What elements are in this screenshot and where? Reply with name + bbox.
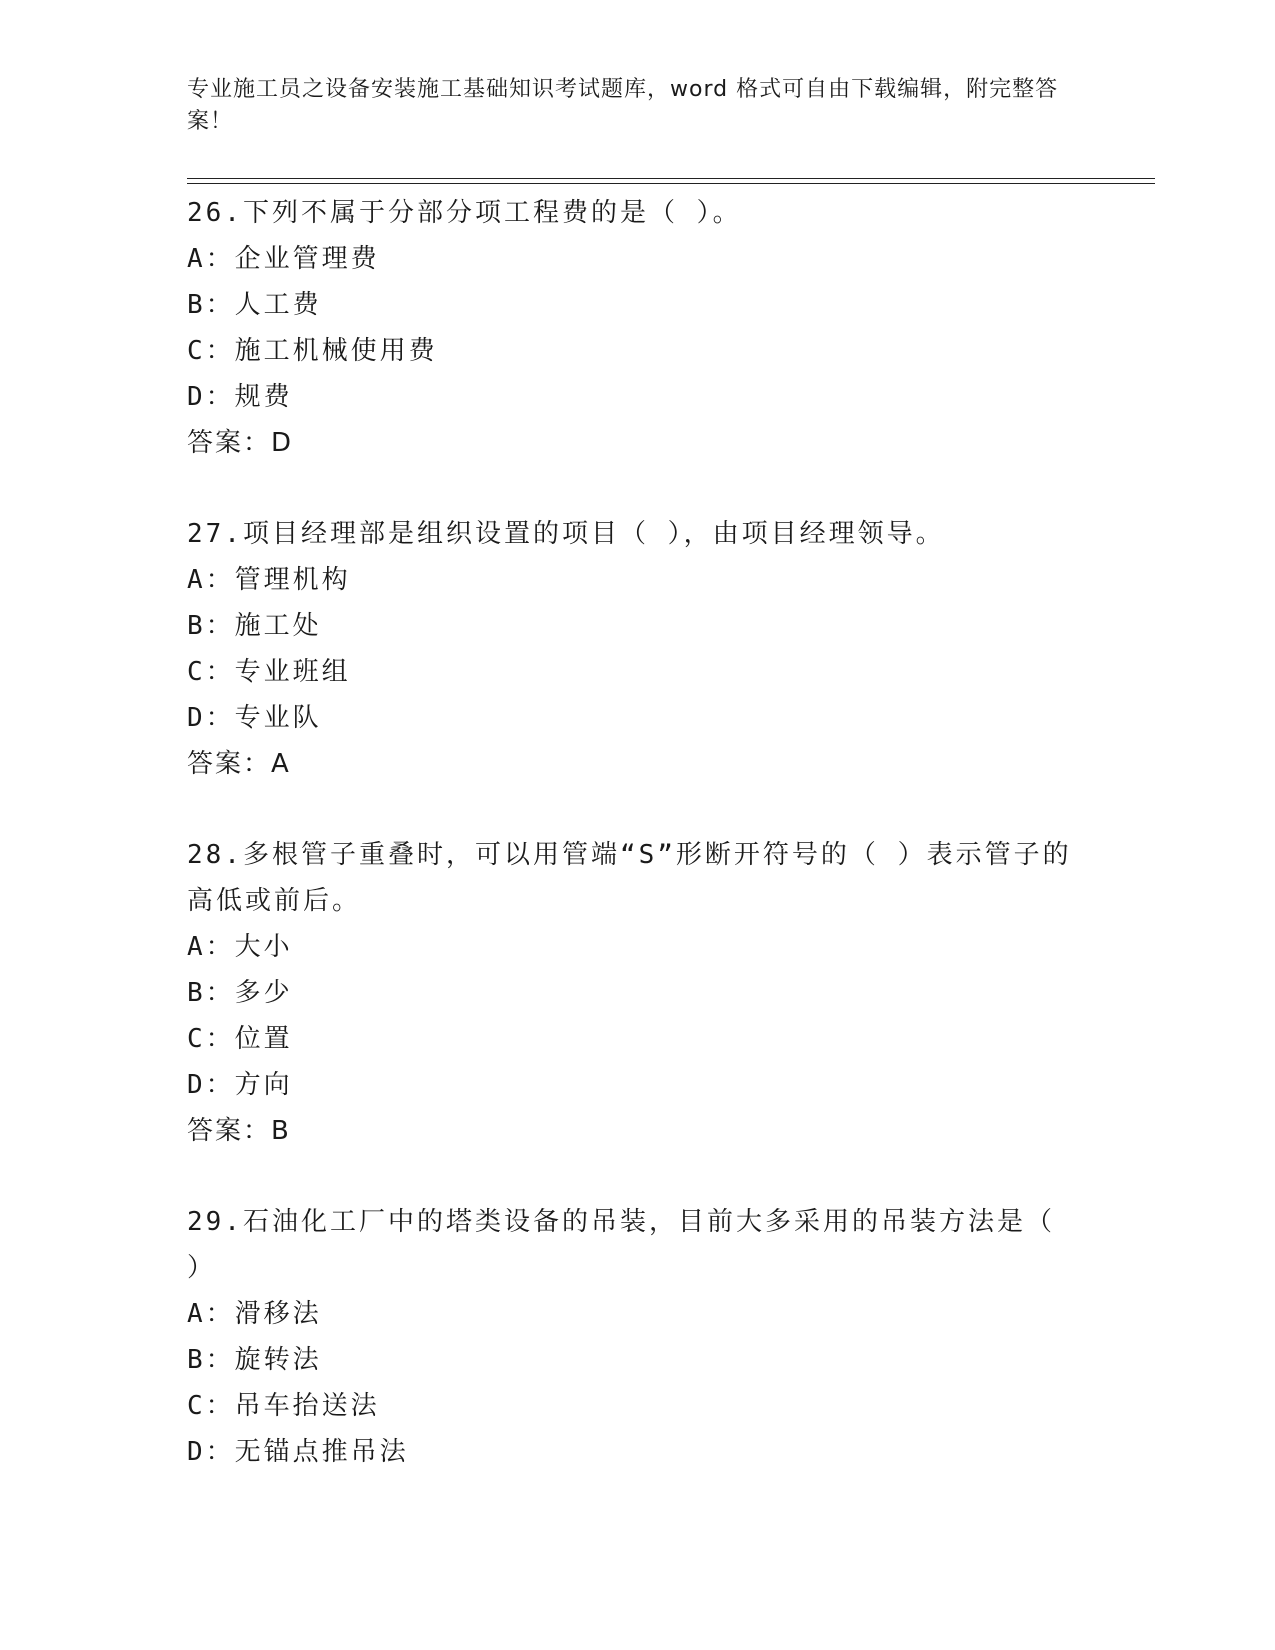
option-c: C：吊车抬送法 xyxy=(187,1391,380,1421)
question-stem: 29.石油化工厂中的塔类设备的吊装，目前大多采用的吊装方法是（ ） xyxy=(187,1207,1055,1283)
question-stem: 27.项目经理部是组织设置的项目（ ），由项目经理领导。 xyxy=(187,519,945,549)
question-spacer xyxy=(187,1154,1087,1199)
option-b: B：多少 xyxy=(187,978,293,1008)
question-list xyxy=(187,190,1087,1475)
option-d: D：方向 xyxy=(187,1070,293,1100)
option-b: B：旋转法 xyxy=(187,1345,322,1375)
question-29 xyxy=(187,1199,1087,1475)
question-spacer xyxy=(187,787,1087,832)
answer-line: 答案：A xyxy=(187,749,291,779)
question-27 xyxy=(187,511,1087,787)
option-c: C：施工机械使用费 xyxy=(187,336,438,366)
option-b: B：人工费 xyxy=(187,290,322,320)
question-stem: 28.多根管子重叠时，可以用管端“S”形断开符号的（ ）表示管子的高低或前后。 xyxy=(187,840,1072,916)
option-d: D：规费 xyxy=(187,382,293,412)
option-a: A：企业管理费 xyxy=(187,244,380,274)
question-26 xyxy=(187,190,1087,466)
answer-line: 答案：D xyxy=(187,428,294,458)
option-a: A：滑移法 xyxy=(187,1299,322,1329)
question-28 xyxy=(187,832,1087,1154)
document-header: 专业施工员之设备安装施工基础知识考试题库，word 格式可自由下载编辑，附完整答案！ xyxy=(187,77,1059,134)
header-divider-top xyxy=(187,178,1155,179)
option-d: D：无锚点推吊法 xyxy=(187,1437,409,1467)
option-d: D：专业队 xyxy=(187,703,322,733)
option-c: C：专业班组 xyxy=(187,657,351,687)
answer-line: 答案：B xyxy=(187,1116,291,1146)
question-spacer xyxy=(187,466,1087,511)
option-c: C：位置 xyxy=(187,1024,293,1054)
question-stem: 26.下列不属于分部分项工程费的是（ ）。 xyxy=(187,198,742,228)
option-a: A：管理机构 xyxy=(187,565,351,595)
option-a: A：大小 xyxy=(187,932,293,962)
header-divider-bottom xyxy=(187,183,1155,184)
option-b: B：施工处 xyxy=(187,611,322,641)
